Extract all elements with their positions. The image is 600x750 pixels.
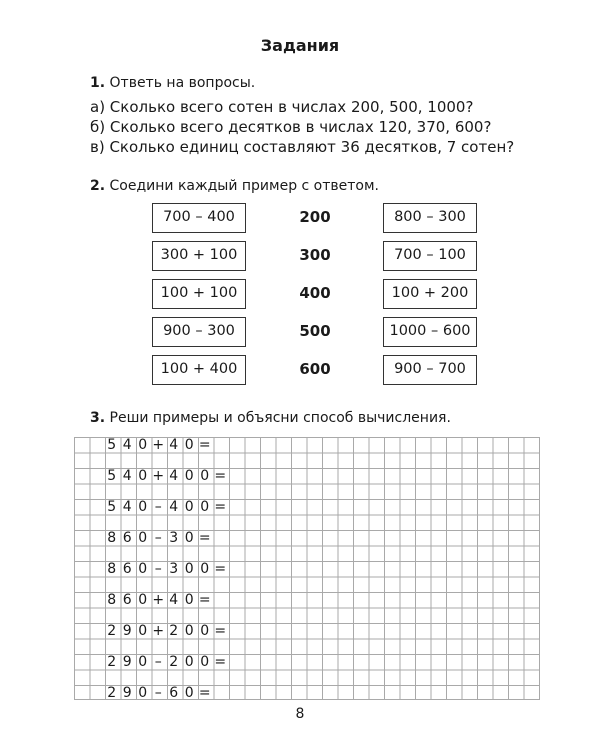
example-char: 2 bbox=[169, 654, 179, 670]
left-example-box: 100 + 100 bbox=[152, 279, 246, 309]
example-char: 4 bbox=[122, 437, 132, 453]
arithmetic-example bbox=[104, 685, 213, 701]
example-char: 0 bbox=[184, 499, 194, 515]
example-char: 0 bbox=[138, 654, 148, 670]
example-char: 0 bbox=[184, 468, 194, 484]
left-example-box: 100 + 400 bbox=[152, 355, 246, 385]
example-char: 0 bbox=[184, 623, 194, 639]
example-char: 2 bbox=[169, 623, 179, 639]
arithmetic-example bbox=[104, 530, 213, 546]
task-2-text: Соедини каждый пример с ответом. bbox=[109, 178, 379, 194]
example-char: – bbox=[154, 561, 162, 577]
answer-number: 300 bbox=[299, 246, 331, 264]
example-char: 6 bbox=[169, 685, 179, 701]
example-char: + bbox=[152, 468, 165, 484]
question-a: а) Сколько всего сотен в числах 200, 500, 1000? bbox=[90, 98, 474, 116]
example-char: – bbox=[154, 654, 162, 670]
example-char: 4 bbox=[169, 499, 179, 515]
right-example-box: 700 – 100 bbox=[383, 241, 477, 271]
example-char: 8 bbox=[107, 592, 117, 608]
example-char: = bbox=[198, 437, 211, 453]
task-3-text: Реши примеры и объясни способ вычисления. bbox=[109, 410, 451, 426]
example-char: – bbox=[154, 499, 162, 515]
example-char: = bbox=[198, 685, 211, 701]
example-char: 5 bbox=[107, 499, 117, 515]
example-char: 0 bbox=[200, 654, 210, 670]
example-char: 8 bbox=[107, 561, 117, 577]
task-1-number: 1. bbox=[90, 75, 106, 91]
left-example-box: 300 + 100 bbox=[152, 241, 246, 271]
example-char: 0 bbox=[184, 654, 194, 670]
page-number: 8 bbox=[295, 706, 305, 722]
example-char: 0 bbox=[138, 561, 148, 577]
example-char: = bbox=[198, 592, 211, 608]
example-char: 9 bbox=[122, 623, 132, 639]
right-example-box: 1000 – 600 bbox=[383, 317, 477, 347]
example-char: + bbox=[152, 623, 165, 639]
example-char: – bbox=[154, 530, 162, 546]
task-3-heading bbox=[90, 410, 451, 426]
example-char: 0 bbox=[184, 561, 194, 577]
arithmetic-example bbox=[104, 592, 213, 608]
answer-number: 400 bbox=[299, 284, 331, 302]
example-char: 0 bbox=[184, 592, 194, 608]
right-example-box: 900 – 700 bbox=[383, 355, 477, 385]
answer-number: 500 bbox=[299, 322, 331, 340]
arithmetic-example bbox=[104, 654, 228, 670]
example-char: 0 bbox=[138, 592, 148, 608]
left-example-box: 700 – 400 bbox=[152, 203, 246, 233]
example-char: 4 bbox=[122, 468, 132, 484]
example-char: 6 bbox=[122, 530, 132, 546]
example-char: – bbox=[154, 685, 162, 701]
example-char: 8 bbox=[107, 530, 117, 546]
arithmetic-example bbox=[104, 468, 228, 484]
example-char: 4 bbox=[169, 468, 179, 484]
example-char: 2 bbox=[107, 623, 117, 639]
example-char: 0 bbox=[184, 685, 194, 701]
example-char: 2 bbox=[107, 654, 117, 670]
task-2-heading bbox=[90, 178, 379, 194]
right-example-box: 800 – 300 bbox=[383, 203, 477, 233]
example-char: = bbox=[214, 561, 227, 577]
arithmetic-example bbox=[104, 499, 228, 515]
example-char: = bbox=[198, 530, 211, 546]
left-example-box: 900 – 300 bbox=[152, 317, 246, 347]
example-char: 3 bbox=[169, 530, 179, 546]
question-c: в) Сколько единиц составляют 36 десятков, 7 сотен? bbox=[90, 138, 515, 156]
example-char: 4 bbox=[169, 592, 179, 608]
example-char: = bbox=[214, 654, 227, 670]
arithmetic-example bbox=[104, 437, 213, 453]
task-3-number: 3. bbox=[90, 410, 106, 426]
example-char: 4 bbox=[169, 437, 179, 453]
example-char: 6 bbox=[122, 561, 132, 577]
example-char: 0 bbox=[184, 437, 194, 453]
example-char: 0 bbox=[200, 499, 210, 515]
example-char: 9 bbox=[122, 685, 132, 701]
right-example-box: 100 + 200 bbox=[383, 279, 477, 309]
example-char: 0 bbox=[200, 623, 210, 639]
arithmetic-example bbox=[104, 623, 228, 639]
example-char: = bbox=[214, 468, 227, 484]
task-2-number: 2. bbox=[90, 178, 106, 194]
example-char: 0 bbox=[200, 561, 210, 577]
example-char: 0 bbox=[138, 437, 148, 453]
example-char: 5 bbox=[107, 468, 117, 484]
example-char: 0 bbox=[138, 623, 148, 639]
example-char: + bbox=[152, 592, 165, 608]
question-b: б) Сколько всего десятков в числах 120, 370, 600? bbox=[90, 118, 492, 136]
example-char: = bbox=[214, 499, 227, 515]
example-char: 0 bbox=[138, 685, 148, 701]
arithmetic-example bbox=[104, 561, 228, 577]
example-char: 9 bbox=[122, 654, 132, 670]
example-char: 0 bbox=[138, 468, 148, 484]
example-char: 0 bbox=[200, 468, 210, 484]
example-char: 5 bbox=[107, 437, 117, 453]
task-1-heading bbox=[90, 75, 255, 91]
example-char: 2 bbox=[107, 685, 117, 701]
page-title: Задания bbox=[260, 36, 340, 55]
example-char: 0 bbox=[184, 530, 194, 546]
task-1-text: Ответь на вопросы. bbox=[109, 75, 256, 91]
example-char: = bbox=[214, 623, 227, 639]
example-char: + bbox=[152, 437, 165, 453]
example-char: 0 bbox=[138, 530, 148, 546]
example-char: 0 bbox=[138, 499, 148, 515]
example-char: 6 bbox=[122, 592, 132, 608]
answer-number: 200 bbox=[299, 208, 331, 226]
example-char: 3 bbox=[169, 561, 179, 577]
answer-number: 600 bbox=[299, 360, 331, 378]
example-char: 4 bbox=[122, 499, 132, 515]
